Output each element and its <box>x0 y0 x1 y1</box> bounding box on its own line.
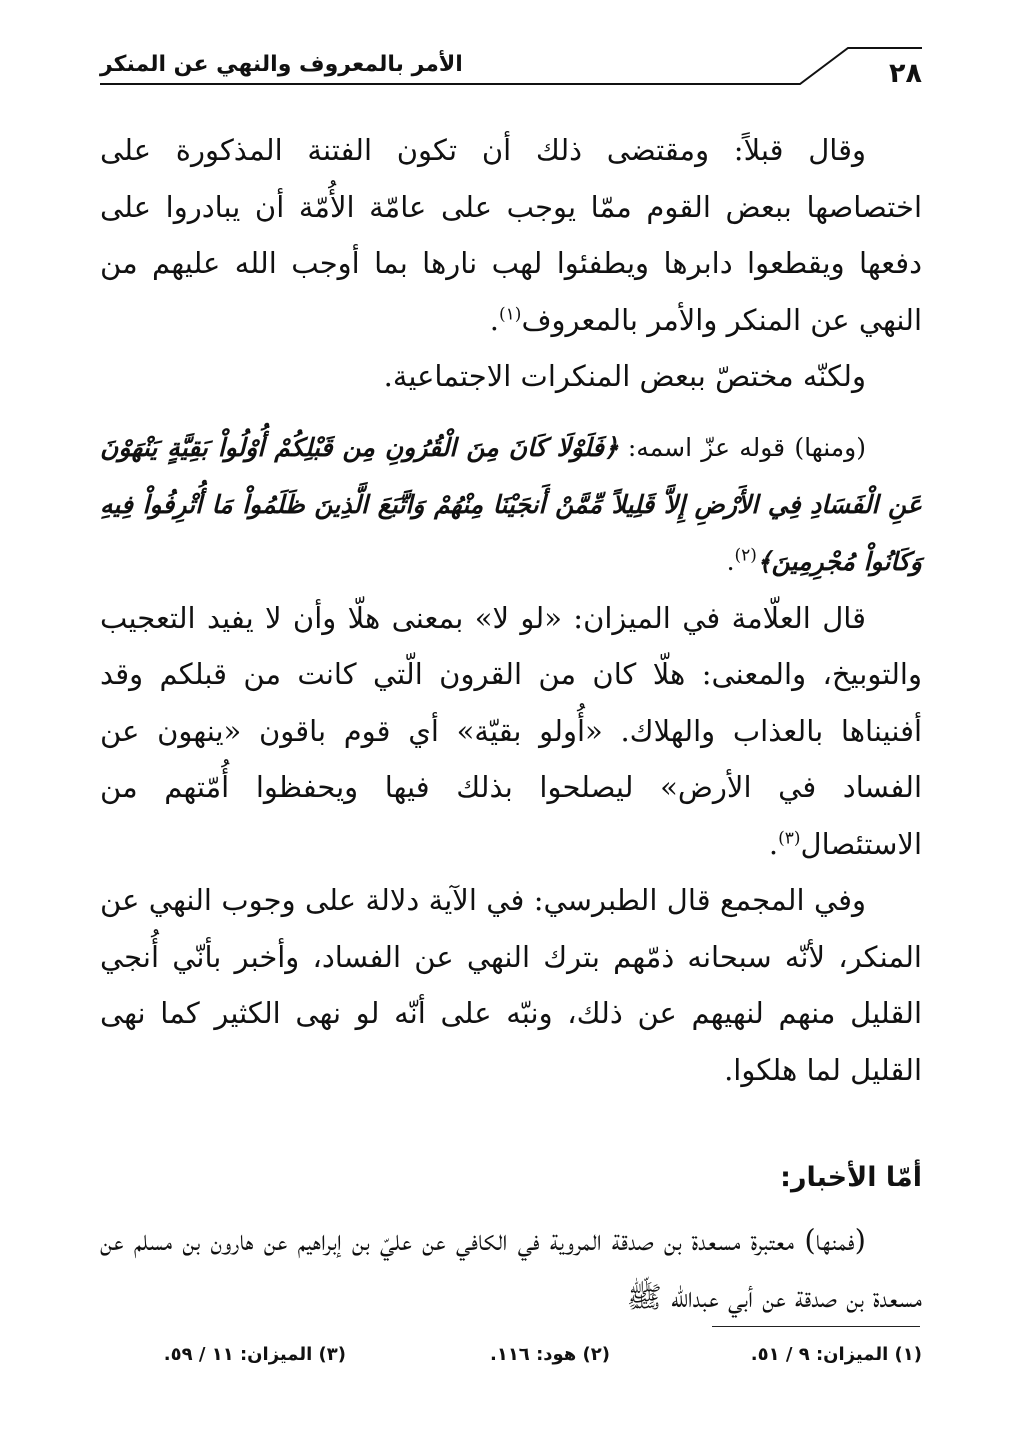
page-header <box>100 36 922 106</box>
quran-end: . <box>726 546 735 576</box>
footnote-ref-2: (٢) <box>734 545 757 566</box>
paragraph-4-end: . <box>768 826 779 861</box>
paragraph-4-text: قال العلّامة في الميزان: «لو لا» بمعنى هلّا وأن لا يفيد التعجيب والتوبيخ، والمعنى: هلّا كان من القرون الّتي كانت من قبلكم وقد أفنيناها بالعذاب والهلاك. «أُولو بقيّة» أي قوم باقون «ينهون عن الفساد في الأرض» ليصلحوا بذلك فيها ويحفظوا أُمّتهم من الاستئصال <box>100 600 922 861</box>
paragraph-1-text: وقال قبلاً: ومقتضى ذلك أن تكون الفتنة المذكورة على اختصاصها ببعض القوم ممّا يوجب على عامّة الأُمّة أن يبادروا على دفعها ويقطعوا دابرها ويطفئوا لهب نارها بما أوجب الله عليهم من النهي عن المنكر والأمر بالمعروف <box>100 133 922 337</box>
footnotes <box>100 1344 922 1374</box>
paragraph-1-end: . <box>489 302 500 337</box>
footnote-ref-1: (١) <box>499 303 522 324</box>
section-heading: أمّا الأخبار: <box>780 1162 922 1193</box>
footnote-ref-3: (٣) <box>778 827 801 848</box>
running-title: الأمر بالمعروف والنهي عن المنكر <box>100 52 463 77</box>
quran-lead: (ومنها) قوله عزّ اسمه: <box>618 432 866 462</box>
quran-verse: ﴿فَلَوْلَا كَانَ مِنَ الْقُرُونِ مِن قَبْلِكُمْ أُوْلُواْ بَقِيَّةٍ يَنْهَوْنَ عَنِ الْفَسَادِ فِي الأَرْضِ إِلاَّ قَلِيلاً مِّمَّنْ أَنجَيْنَا مِنْهُمْ وَاتَّبَعَ الَّذِينَ ظَلَمُواْ مَا أُتْرِفُواْ فِيهِ وَكَانُواْ مُجْرِمِينَ﴾ <box>100 432 922 576</box>
page-body <box>100 122 922 1325</box>
paragraph-4 <box>100 590 922 873</box>
paragraph-6: (فمنها) معتبرة مسعدة بن صدقة المروية في الكافي عن عليّ بن إبراهيم عن هارون بن مسلم عن مسعدة بن صدقة عن أبي عبدالله ﷺ <box>100 1223 922 1314</box>
quran-paragraph <box>100 419 922 590</box>
paragraph-2: ولكنّه مختصّ ببعض المنكرات الاجتماعية. <box>383 359 866 393</box>
paragraph-5: وفي المجمع قال الطبرسي: في الآية دلالة على وجوب النهي عن المنكر، لأنّه سبحانه ذمّهم بترك النهي عن الفساد، وأخبر بأنّي أُنجي القليل منهم لنهيهم عن ذلك، ونبّه على أنّه لو نهى الكثير كما نهى القليل لما هلكوا. <box>100 883 922 1087</box>
footnote-1: (١) الميزان: ٩ / ٥١. <box>750 1344 922 1365</box>
page-number: ٢٨ <box>889 58 922 89</box>
paragraph-1 <box>100 122 922 348</box>
footnote-3: (٣) الميزان: ١١ / ٥٩. <box>163 1344 346 1365</box>
footnote-rule <box>712 1326 920 1327</box>
footnote-2: (٢) هود: ١١٦. <box>489 1344 610 1365</box>
